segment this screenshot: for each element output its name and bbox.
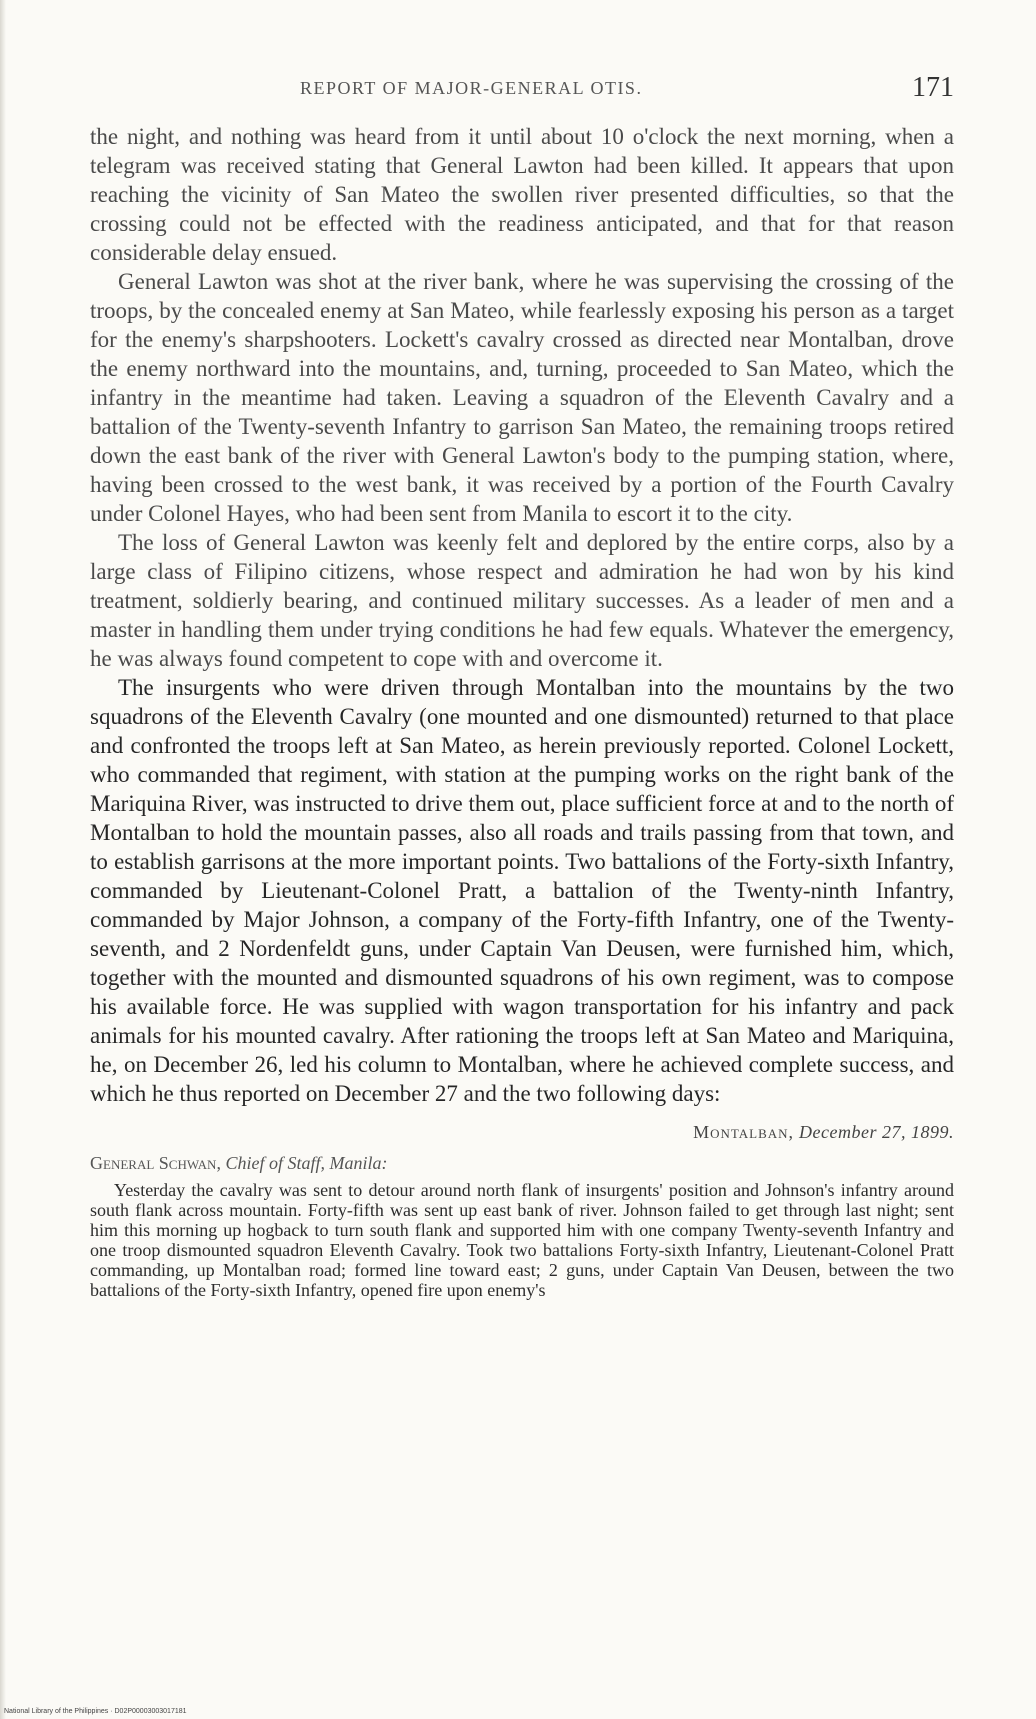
dateline-date: December 27, 1899. — [799, 1122, 954, 1142]
running-head — [300, 72, 960, 104]
body-text — [90, 122, 954, 1300]
running-title: REPORT OF MAJOR-GENERAL OTIS. — [300, 78, 643, 98]
paragraph: General Lawton was shot at the river bank, where he was supervising the crossing of the troops, by the concealed enemy at San Mateo, while fearlessly exposing his person as a target for the enemy's sharpshooters. Lockett's cavalry crossed as directed near Montalban, drove the enemy northward into the mountains, and, turning, proceeded to San Mateo, which the infantry in the meantime had taken. Leaving a squadron of the Eleventh Cavalry and a battalion of the Twenty-seventh Infantry to garrison San Mateo, the remaining troops retired down the east bank of the river with General Lawton's body to the pumping station, where, having been crossed to the west bank, it was received by a portion of the Fourth Cavalry under Colonel Hayes, who had been sent from Manila to escort it to the city. — [90, 269, 954, 526]
telegram-salutation — [90, 1153, 954, 1174]
salutation-name: General Schwan, — [90, 1153, 221, 1173]
salutation-title: Chief of Staff, Manila: — [225, 1153, 388, 1173]
paragraph: The insurgents who were driven through Montalban into the mountains by the two squadrons of the Eleventh Cavalry (one mounted and one dismounted) returned to that place and confronted the troops left at San Mateo, as herein previously reported. Colonel Lockett, who commanded that regiment, with station at the pumping works on the right bank of the Mariquina River, was instructed to drive them out, place sufficient force at and to the north of Montalban to hold the mountain passes, also all roads and trails passing from that town, and to establish garrisons at the more important points. Two battalions of the Forty-sixth Infantry, commanded by Lieutenant-Colonel Pratt, a battalion of the Twenty-ninth Infantry, commanded by Major Johnson, a company of the Forty-fifth Infantry, one of the Twenty-seventh, and 2 Nordenfeldt guns, under Captain Van Deusen, were furnished him, which, together with the mounted and dismounted squadrons of his own regiment, was to compose his available force. He was supplied with wagon transportation for his infantry and pack animals for his mounted cavalry. After rationing the troops left at San Mateo and Mariquina, he, on December 26, led his column to Montalban, where he achieved complete success, and which he thus reported on December 27 and the two following days: — [90, 675, 954, 1106]
page-number: 171 — [912, 72, 954, 103]
paragraph: The loss of General Lawton was keenly felt and deplored by the entire corps, also by a large class of Filipino citizens, whose respect and admiration he had won by his kind treatment, soldierly bearing, and continued military successes. As a leader of men and a master in handling them under trying conditions he had few equals. Whatever the emergency, he was always found competent to cope with and overcome it. — [90, 530, 954, 671]
dateline-place: Montalban, — [693, 1122, 795, 1142]
telegram-dateline — [90, 1122, 954, 1143]
source-footer: National Library of the Philippines · D02P00003003017181 — [4, 1708, 187, 1715]
paragraph: the night, and nothing was heard from it until about 10 o'clock the next morning, when a telegram was received stating that General Lawton had been killed. It appears that upon reaching the vicinity of San Mateo the swollen river presented difficulties, so that the crossing could not be effected with the readiness anticipated, and that for that reason considerable delay ensued. — [90, 124, 954, 265]
telegram-text: Yesterday the cavalry was sent to detour around north flank of insurgents' position and Johnson's infantry around south flank across mountain. Forty-fifth was sent up east bank of river. Johnson failed to get through last night; sent him this morning up hogback to turn south flank and supported him with one company Twenty-seventh Infantry and one troop dismounted squadron Eleventh Cavalry. Took two battalions Forty-sixth Infantry, Lieutenant-Colonel Pratt commanding, up Montalban road; formed line toward east; 2 guns, under Captain Van Deusen, between the two battalions of the Forty-sixth Infantry, opened fire upon enemy's — [90, 1180, 954, 1300]
page-edge-shadow — [0, 0, 6, 1719]
